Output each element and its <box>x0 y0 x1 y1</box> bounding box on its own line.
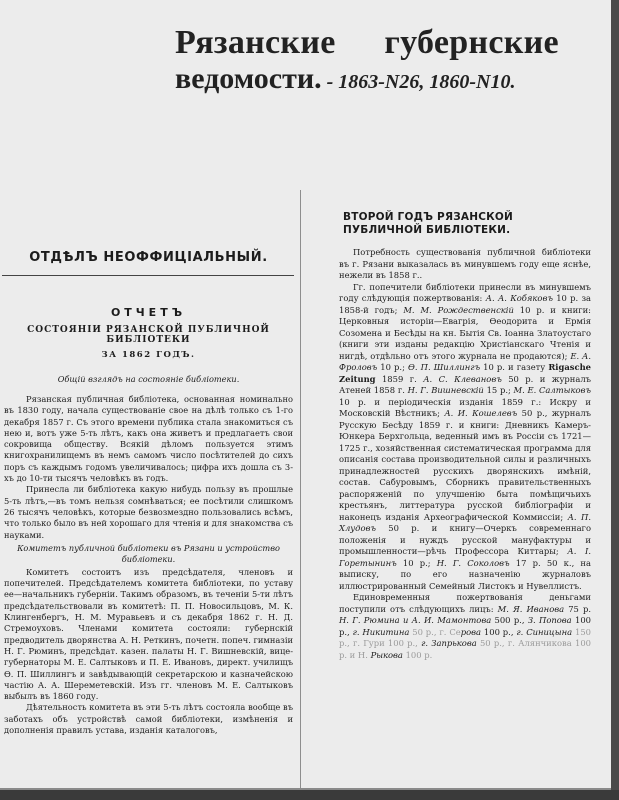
donor-name: Н. Г. Соколовъ <box>436 557 510 568</box>
text: 50 р., журналъ Русскую Бесѣду 1859 г. и книги: Дневникъ Камеръ-Юнкера Берхгольца, веденный имъ въ Россіи съ 1721—1725 г., хозяйственная систематическая программа для описанія состава производительной силы и различныхъ принадлежностей русскихъ дворянскихъ имѣній, состав. Сабуровымъ, Сборникъ правительственныхъ распоряженій по улучшенію быта помѣщичьихъ крестьянъ, литтература русской библіографіи и наконецъ изданія Археографической Коммиссіи; <box>339 408 591 522</box>
headline-issues: - 1863-N26, 1860-N10. <box>321 71 516 93</box>
report-subtitle: СОСТОЯНІИ РЯЗАНСКОЙ ПУБЛИЧНОЙ БИБЛІОТЕКИ <box>27 325 270 345</box>
paragraph: Рязанская публичная библіотека, основанная номинально въ 1830 году, начала существованіе свое на дѣлѣ только съ 1-го декабря 1857 г. Съ этого времени публика стала знакомиться съ нею и, вотъ уже 5-ть лѣтъ, какъ она живетъ и предлагаетъ свои сокровища обществу. Всякій дѣломъ пользуется этимъ книгохранилищемъ въ немъ самомъ число посѣтителей до сихъ поръ съ каждымъ годомъ увеличивалось; цифра ихъ дошла съ 3-хъ до 10-ти тысячъ человѣкъ въ годъ. <box>4 394 293 484</box>
donor-name: г. Запрькова <box>421 638 477 648</box>
donor-name: М. Е. Салтыковъ <box>513 385 591 395</box>
left-column-clipping <box>0 238 297 788</box>
donor-name: г. Синицына <box>516 626 573 637</box>
text: 50 р. и книгу—Очеркъ современнаго положенія и нуждъ русской мануфактуры и промышленности—рѣчь Профессора Киттары; <box>339 523 591 556</box>
text: 10 р. и книги: Церковныя исторіи—Евагрія, Ѳеодорита и Ермія Созомена и Бесѣды на кн. Бытія Св. Іоанна Златоустаго (книги эти изданы редакцію Христіанскаго Чтенія и нигдѣ, отдѣльно отъ этого журнала не продаются); <box>339 304 591 361</box>
text: 500 р., <box>491 615 528 625</box>
donor-name: Е. А. Фроловъ <box>339 350 591 372</box>
text: 100 р., <box>339 615 591 637</box>
paragraph: Принесла ли библіотека какую нибудь пользу въ прошлые 5-ть лѣтъ,—въ томъ нельзя сомнѣваться; ее посѣтили слишкомъ 26 тысячъ человѣкъ, которые безвозмездно пользовались всѣмъ, что только было въ ней хорошаго для чтенія и для знакомства съ науками. <box>4 484 293 540</box>
text: 15 р.; <box>483 385 514 395</box>
text: 10 р. и газету <box>480 362 549 372</box>
donor-name: А. С. Клевановъ <box>423 373 502 384</box>
donor-name: А. П. Хлудовъ <box>339 511 591 533</box>
donor-name: М. М. Рождественскій <box>403 304 514 315</box>
subhead-general: Общій взглядъ на состояніе библіотеки. <box>57 374 240 384</box>
text: 17 р. 50 к., на выписку, по его назначенію журналовъ иллюстрированный Семейный Листокъ и Нувеллистъ. <box>339 557 591 591</box>
donor-name: А. А. Кобяковъ <box>485 293 553 303</box>
right-heading: ВТОРОЙ ГОДЪ РЯЗАНСКОЙ ПУБЛИЧНОЙ БИБЛІОТЕКИ. <box>343 211 514 236</box>
section-rule <box>2 275 294 276</box>
paragraph-donations-books <box>339 282 591 593</box>
donor-name: М. Я. Иванова <box>497 603 565 614</box>
section-heading: ОТДѢЛЪ НЕОФФИЦІАЛЬНЫЙ. <box>29 250 268 265</box>
text: 50 р. и журналъ Атеней 1858 г. <box>339 373 591 395</box>
donor-name: Ѳ. П. Шиллингъ <box>408 362 481 372</box>
headline-word-2: губернские <box>384 24 559 61</box>
report-title: ОТЧЕТЪ <box>110 306 187 319</box>
donor-name: А. I. Горетынинъ <box>339 546 591 568</box>
text: 75 р. <box>564 603 591 614</box>
text: Гг. попечители библіотеки принесли въ минувшемъ году слѣдующія пожертвованія: <box>339 281 591 303</box>
donor-name: З. Попова <box>527 615 572 625</box>
paragraph: Потребность существованія публичной библіотеки въ г. Рязани выказалась въ минувшемъ году еще яснѣе, нежели въ 1858 г.. <box>339 247 591 280</box>
text: 50 р., г. Се <box>409 626 461 637</box>
headline-line-2 <box>175 62 595 99</box>
newspaper-title: Rigasche Zeitung <box>339 362 591 384</box>
donor-name: Н. Г. Вишневскій <box>407 385 484 395</box>
text: 10 р.; <box>377 362 409 372</box>
report-year: ЗА 1862 ГОДЪ. <box>101 350 196 360</box>
text: 150 р., г. Гури 100 р., <box>339 626 591 648</box>
donor-name: г. Никитина <box>352 626 410 637</box>
donor-name: А. И. Кошелевъ <box>444 408 518 418</box>
newspaper-headline <box>175 24 595 99</box>
headline-word-1: Рязанские <box>175 24 336 61</box>
donor-name: Н. Г. Рюмина и А. И. Мамонтова <box>339 615 492 625</box>
text: 50 р., г. Алянчикова 100 р. и Н. <box>339 638 591 660</box>
text: 10 р. за 1858-й годъ; <box>339 293 592 315</box>
page-border-right <box>611 0 619 800</box>
text: 1859 г. <box>375 373 424 384</box>
headline-word-3: ведомости. <box>175 62 322 95</box>
paragraph-donations-money <box>339 592 591 661</box>
donor-name: Рыкова <box>370 649 403 660</box>
headline-line-1 <box>175 24 595 62</box>
text: 10 р.; <box>396 557 437 568</box>
paragraph: Дѣятельность комитета въ эти 5-ть лѣтъ состояла вообще въ заботахъ объ устройствѣ самой библіотеки, измѣненія и дополненія правилъ устава, изданія каталоговъ, <box>4 702 293 736</box>
text: 100 р., <box>481 626 517 637</box>
page-border-bottom <box>0 790 619 800</box>
text: Единовременныя пожертвованія деньгами поступили отъ слѣдующихъ лицъ: <box>339 592 591 614</box>
text: 10 р. и періодическія изданія 1859 г.: Искру и Московскій Вѣстникъ; <box>339 396 591 418</box>
subhead-committee: Комитетъ публичной библіотеки въ Рязани и устройство библіотеки. <box>17 542 280 564</box>
text: 100 р. <box>402 649 433 660</box>
donor-name: рова <box>460 626 482 637</box>
paragraph: Комитетъ состоитъ изъ предсѣдателя, членовъ и попечителей. Предсѣдателемъ комитета библіотеки, по уставу ее—начальникъ губерніи. Такимъ образомъ, въ теченіи 5-ти лѣтъ предсѣдательствовали въ комитетѣ: П. П. Новосильцовъ, М. К. Клингенбергъ, Н. М. Муравьевъ и съ декабря 1862 г. Н. Д. Стремоуховъ. Членами комитета состояли: губернскій предводитель дворянства А. Н. Реткинъ, почетн. попеч. гимназіи Н. Г. Рюминъ, предсѣдат. казен. палаты Н. Г. Вишневскій, вице-губернаторы М. Е. Салтыковъ и П. Е. Ивановъ, директ. училищъ Ѳ. П. Шиллингъ и завѣдывающій секретарскою и казначейскою частію А. А. Шереметевскій. Изъ гг. членовъ М. Е. Салтыковъ выбылъ въ 1860 году. <box>4 566 293 702</box>
right-column-clipping <box>300 190 601 788</box>
